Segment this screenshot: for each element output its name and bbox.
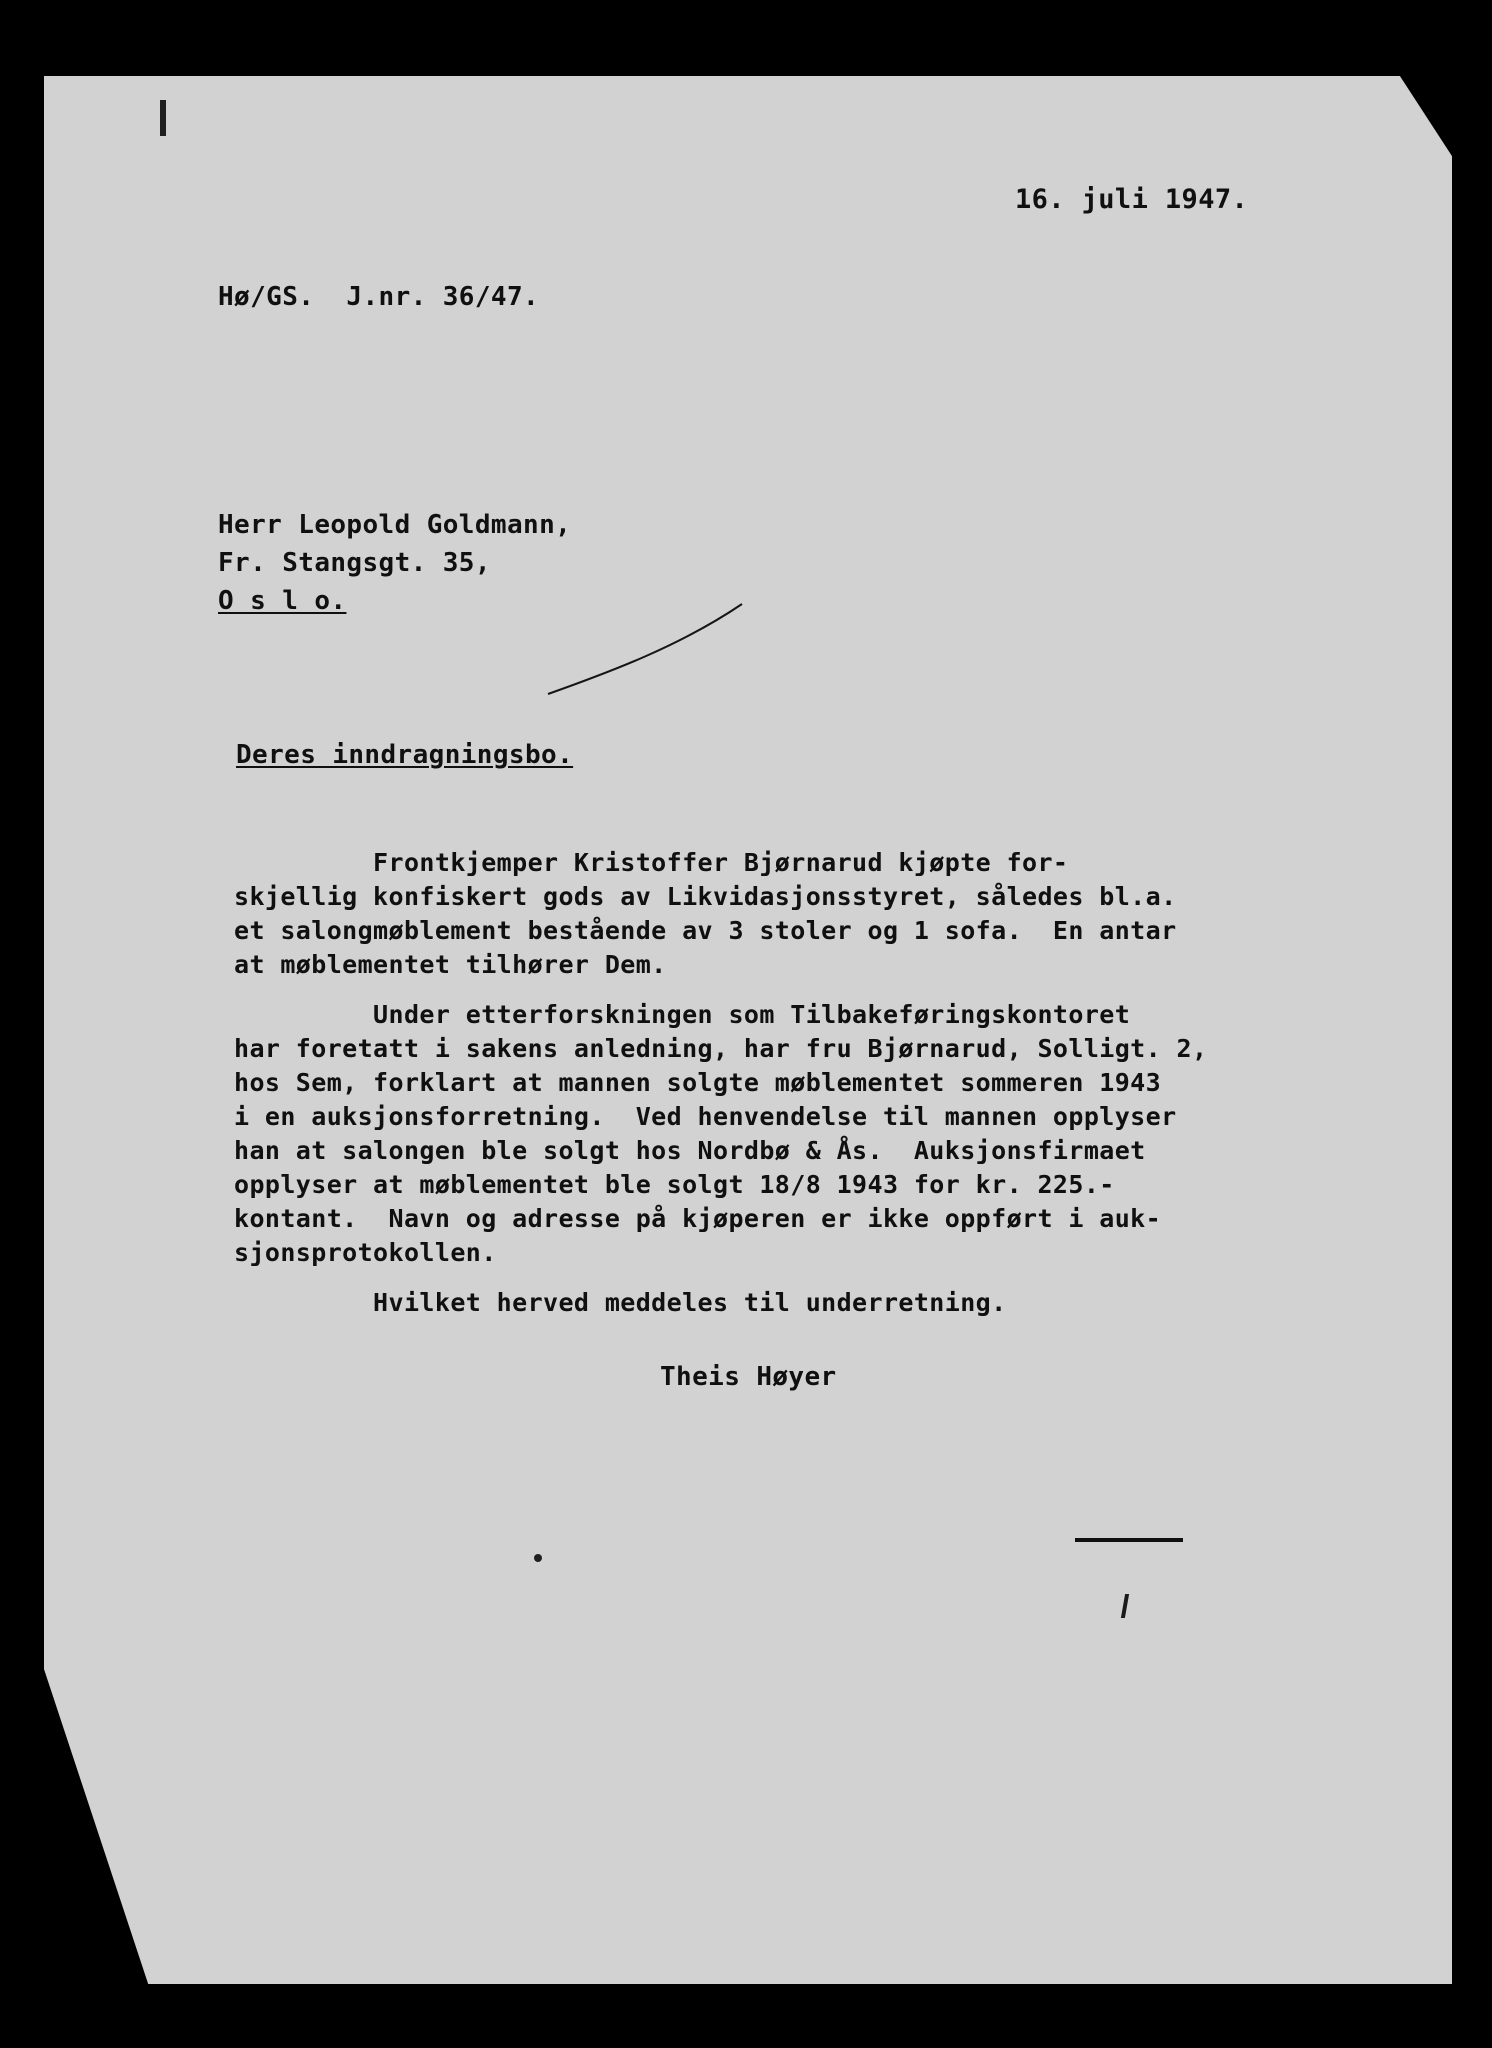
recipient-name: Herr Leopold Goldmann, (218, 510, 572, 540)
paragraph2-line: sjonsprotokollen. (234, 1238, 497, 1267)
recipient-city: O s l o. (218, 586, 347, 616)
paragraph1-line: at møblementet tilhører Dem. (234, 950, 667, 979)
paragraph1-line: Frontkjemper Kristoffer Bjørnarud kjøpte for- (234, 848, 1069, 877)
journal-reference: Hø/GS. J.nr. 36/47. (218, 282, 540, 312)
paragraph2-line: han at salongen ble solgt hos Nordbø & Ås. Auksjonsfirmaet (234, 1136, 1146, 1165)
subject-line: Deres inndragningsbo. (236, 740, 574, 770)
paragraph2-line: har foretatt i sakens anledning, har fru Bjørnarud, Solligt. 2, (234, 1034, 1208, 1063)
ink-dot (534, 1554, 542, 1562)
letter-date: 16. juli 1947. (1015, 184, 1249, 215)
paragraph2-line: hos Sem, forklart at mannen solgte møblementet sommeren 1943 (234, 1068, 1162, 1097)
recipient-street: Fr. Stangsgt. 35, (218, 548, 491, 578)
paragraph2-line: kontant. Navn og adresse på kjøperen er ikke oppført i auk- (234, 1204, 1162, 1233)
dash-mark (1075, 1538, 1183, 1542)
paragraph1-line: et salongmøblement bestående av 3 stoler og 1 sofa. En antar (234, 916, 1177, 945)
pen-stroke-mark (470, 586, 760, 706)
paragraph2-line: opplyser at møblementet ble solgt 18/8 1943 for kr. 225.- (234, 1170, 1115, 1199)
signature-name: Theis Høyer (660, 1362, 837, 1392)
paragraph1-line: skjellig konfiskert gods av Likvidasjonsstyret, således bl.a. (234, 882, 1177, 911)
paragraph2-line: i en auksjonsforretning. Ved henvendelse til mannen opplyser (234, 1102, 1177, 1131)
paragraph2-line: Under etterforskningen som Tilbakeføringskontoret (234, 1000, 1131, 1029)
document-page (44, 76, 1452, 1984)
closing-line: Hvilket herved meddeles til underretning. (234, 1288, 1007, 1317)
margin-mark (160, 100, 166, 136)
